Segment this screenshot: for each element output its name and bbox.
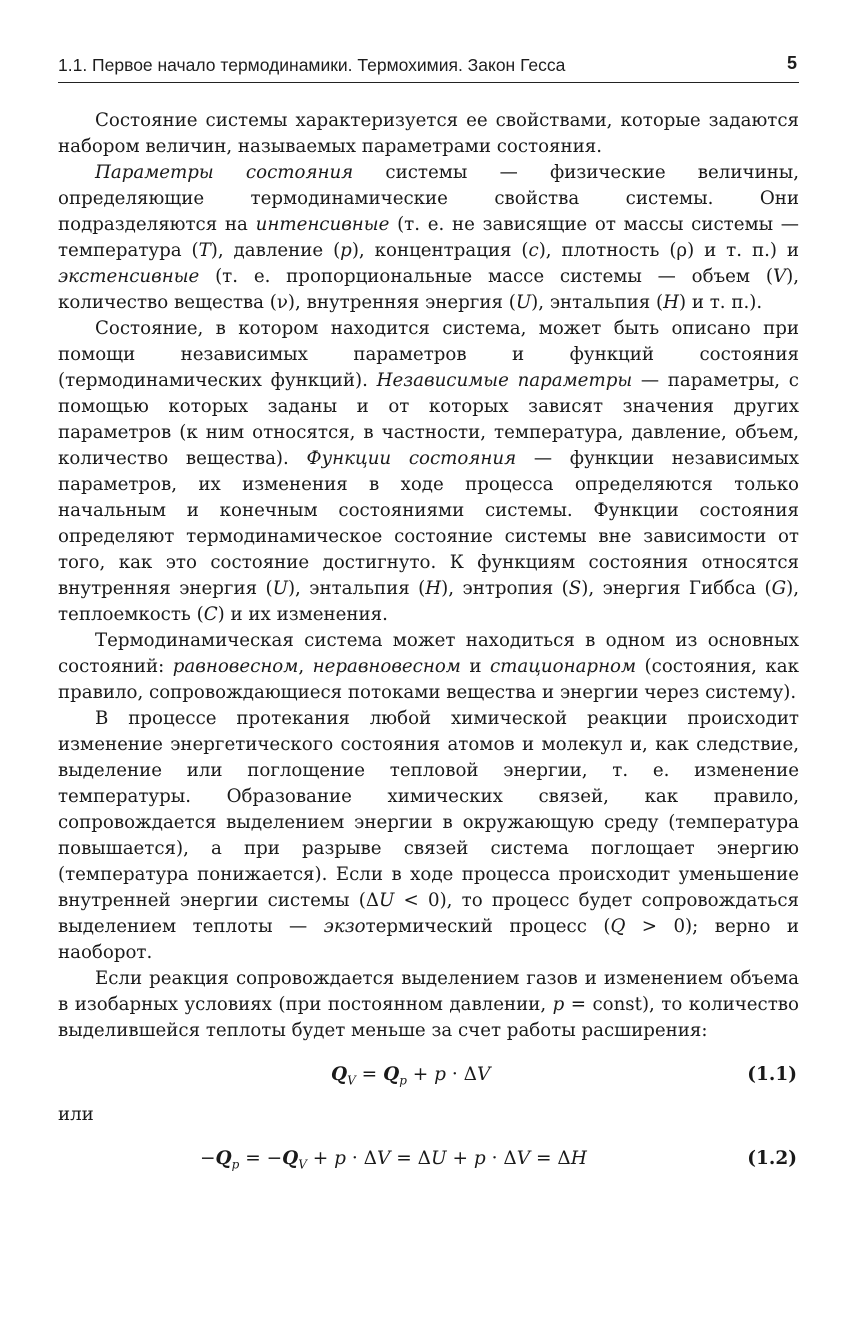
equation-1-1 [58, 1054, 799, 1098]
running-header [58, 52, 799, 83]
italic-term: Независимые параметры [376, 370, 633, 391]
text-run: ), энтальпия ( [287, 578, 426, 599]
text-run: ), концентрация ( [351, 240, 529, 261]
italic-term: c [528, 240, 539, 261]
text-run: ), теплоемкость ( [58, 578, 800, 625]
page-body [58, 108, 799, 1186]
italic-term: экстенсивные [58, 266, 200, 287]
text-run: = const), то количество выделившейся теплоты будет меньше за счет работы расширения: [58, 994, 799, 1041]
paragraph-p6 [58, 966, 799, 1044]
text-run: ) и т. п.). [678, 292, 763, 313]
paragraph-p4 [58, 628, 799, 706]
text-run: Состояние, в котором находится система, может быть описано при помощи независимых параметров и функций состояния (термодинамических функций). [58, 318, 799, 391]
paragraph-p2 [58, 160, 799, 316]
italic-term: p [552, 994, 565, 1015]
italic-term: H [425, 578, 442, 599]
text-run: — функции независимых параметров, их изменения в ходе процесса определяются только начальным и конечным состояниями системы. Функции состояния определяют термодинамическое состояние системы вне зависимости от того, как это состояние достигнуто. К функциям состояния относятся внутренняя энергия ( [58, 448, 799, 599]
text-run: (т. е. пропорциональные массе системы — объем ( [199, 266, 773, 287]
italic-term: S [568, 578, 582, 599]
text-run: ), энтальпия ( [531, 292, 664, 313]
text-run: Состояние системы характеризуется ее свойствами, которые задаются набором величин, называемых параметрами состояния. [58, 110, 799, 157]
equation-number: (1.2) [747, 1148, 797, 1169]
page-number: 5 [786, 53, 797, 73]
text-run: ), давление ( [210, 240, 341, 261]
text-run: системы — физические величины, определяющие термодинамические свойства системы. Они подразделяются на [58, 162, 799, 235]
text-run: — параметры, с помощью которых заданы и от которых зависят значения других параметров (к ним относятся, в частности, температура, давление, объем, количество вещества). [58, 370, 799, 469]
running-title: 1.1. Первое начало термодинамики. Термохимия. Закон Гесса [58, 55, 566, 75]
text-run: ), энергия Гиббса ( [581, 578, 772, 599]
equation-number: (1.1) [747, 1064, 797, 1085]
italic-term: V [772, 266, 787, 287]
text-run: ) и их изменения. [217, 604, 388, 625]
text-run: > 0); верно и наоборот. [58, 916, 800, 963]
text-run: Термодинамическая система может находиться в одном из основных состояний: [58, 630, 799, 677]
text-run: ), энтропия ( [441, 578, 569, 599]
text-run: (т. е. не зависящие от массы системы — температура ( [58, 214, 799, 261]
paragraph-p1 [58, 108, 799, 160]
text-run: Если реакция сопровождается выделением газов и изменением объема в изобарных условиях (при постоянном давлении, [58, 968, 799, 1015]
italic-term: экзо [323, 916, 366, 937]
paragraph-list [58, 108, 799, 1044]
text-run: и [460, 656, 490, 677]
italic-term: p [340, 240, 352, 261]
italic-term: Параметры состояния [95, 162, 354, 183]
text-run: В процессе протекания любой химической реакции происходит изменение энергетического состояния атомов и молекул и, как следствие, выделение или поглощение тепловой энергии, т. е. изменение температуры. Образование химических связей, как правило, сопровождается выделением энергии в окружающую среду (температура повышается), а при разрыве связей система поглощает энергию (температура понижается). Если в ходе процесса происходит уменьшение внутренней энергии системы (Δ [58, 708, 799, 911]
italic-term: интенсивные [255, 214, 390, 235]
italic-term: U [515, 292, 532, 313]
text-run: , [298, 656, 313, 677]
text-run: ), количество вещества (ν), внутренняя энергия ( [58, 266, 799, 313]
equation-1-2 [58, 1138, 799, 1182]
equation-formula: $Q_V = Q_p + p \cdot \Delta V$ [331, 1064, 491, 1088]
italic-term: Функции состояния [306, 448, 517, 469]
italic-term: T [198, 240, 211, 261]
italic-term: стационарном [489, 656, 637, 677]
equation-formula: $-Q_p = -Q_V + p \cdot \Delta V = \Delta U + p \cdot \Delta V = \Delta H$ [200, 1148, 587, 1172]
italic-term: C [203, 604, 218, 625]
italic-term: U [272, 578, 288, 599]
text-run: термический процесс ( [365, 916, 611, 937]
italic-term: равновесном [172, 656, 299, 677]
italic-term: G [771, 578, 787, 599]
paragraph-p3 [58, 316, 799, 628]
connector-text: или [58, 1104, 94, 1125]
text-run: ), плотность (ρ) и т. п.) и [538, 240, 799, 261]
italic-term: H [663, 292, 679, 313]
italic-term: Q [610, 916, 626, 937]
paragraph-p5 [58, 706, 799, 966]
text-run: (состояния, как правило, сопровождающиеся потоками вещества и энергии через систему). [58, 656, 800, 703]
italic-term: неравновесном [312, 656, 461, 677]
text-run: < 0), то процесс будет сопровождаться выделением теплоты — [58, 890, 799, 937]
italic-term: U [378, 890, 395, 911]
